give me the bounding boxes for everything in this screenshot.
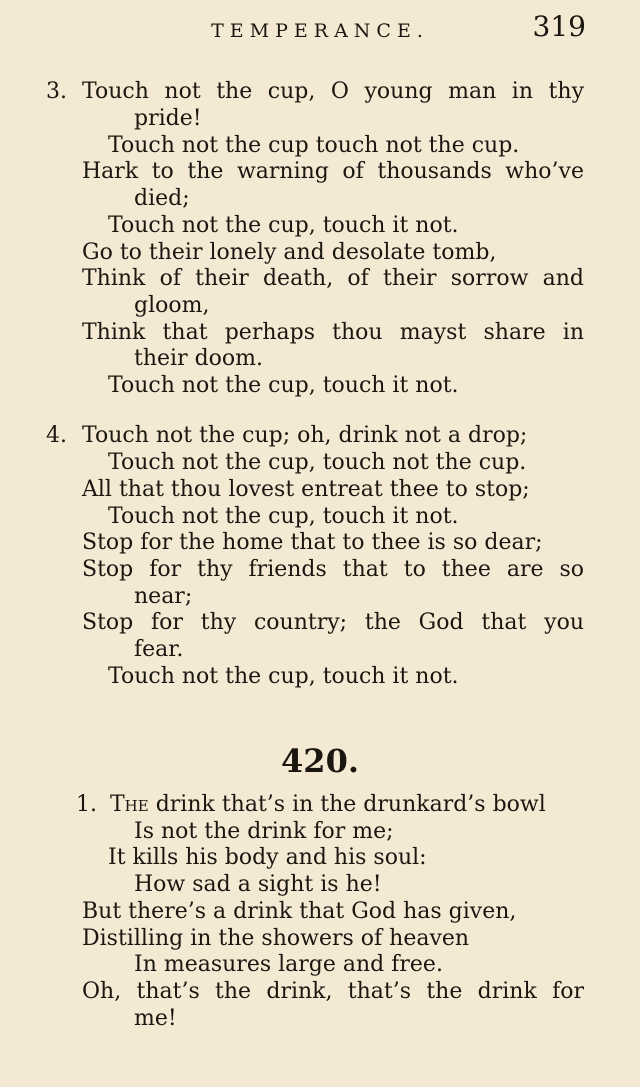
verse-line: Touch not the cup, touch it not.: [108, 664, 459, 689]
verse-line: Hark to the warning of thousands who’ve: [82, 159, 584, 184]
verse-line: Is not the drink for me;: [134, 819, 394, 844]
verse-line: Touch not the cup, touch not the cup.: [108, 450, 527, 475]
verse-line: Touch not the cup, touch it not.: [108, 213, 459, 238]
verse-line: It kills his body and his soul:: [108, 845, 427, 870]
verse-number: 4.: [46, 423, 67, 448]
verse-line: All that thou lovest entreat thee to stop;: [82, 477, 530, 502]
verse-line: Stop for thy country; the God that you: [82, 610, 584, 635]
verse-line: Think of their death, of their sorrow and: [82, 266, 584, 291]
verse-line: me!: [134, 1006, 177, 1031]
verse-line: Stop for thy friends that to thee are so: [82, 557, 584, 582]
verse-line: Touch not the cup touch not the cup.: [108, 133, 520, 158]
running-title: TEMPERANCE.: [211, 20, 429, 42]
verse-line: Touch not the cup, O young man in thy: [82, 79, 584, 104]
verse-number: 1.: [76, 792, 97, 817]
verse-line: died;: [134, 186, 190, 211]
verse-line: Think that perhaps thou mayst share in: [82, 320, 584, 345]
verse-line: How sad a sight is he!: [134, 872, 382, 897]
verse-first-word: The: [110, 792, 149, 817]
verse-line: Distilling in the showers of heaven: [82, 926, 470, 951]
verse-line: [110, 792, 546, 818]
verse-line: fear.: [134, 637, 184, 662]
verse-line: Touch not the cup; oh, drink not a drop;: [82, 423, 528, 448]
verse-line: Go to their lonely and desolate tomb,: [82, 240, 497, 265]
hymn-number: 420.: [281, 742, 359, 780]
verse-line: pride!: [134, 106, 202, 131]
verse-line: Touch not the cup, touch it not.: [108, 373, 459, 398]
verse-line: near;: [134, 584, 193, 609]
verse-line: Oh, that’s the drink, that’s the drink for: [82, 979, 584, 1004]
verse-line: But there’s a drink that God has given,: [82, 899, 517, 924]
page-number: 319: [532, 10, 586, 43]
verse-line: their doom.: [134, 346, 264, 371]
verse-line: Touch not the cup, touch it not.: [108, 504, 459, 529]
verse-line: In measures large and free.: [134, 952, 443, 977]
verse-number: 3.: [46, 79, 67, 104]
verse-line: gloom,: [134, 293, 210, 318]
verse-line-rest: drink that’s in the drunkard’s bowl: [148, 792, 546, 817]
verse-line: Stop for the home that to thee is so dear;: [82, 530, 543, 555]
